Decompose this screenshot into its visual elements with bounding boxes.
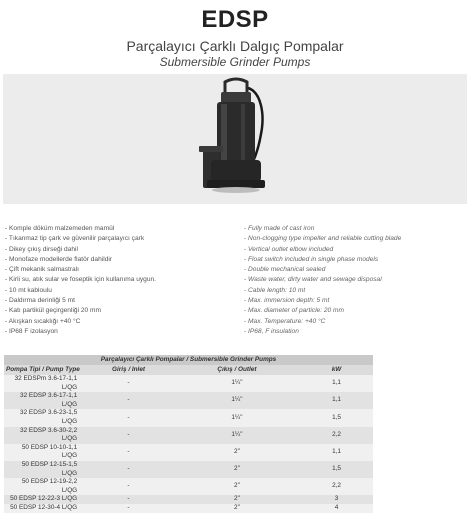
cell-pump-type: 50 EDSP 12-15-1,5 L/QG — [4, 461, 83, 478]
page-title: EDSP — [201, 6, 269, 33]
cell-kw: 1,1 — [300, 392, 373, 409]
feature-item: - Dikey çıkış dirseği dahil — [5, 245, 235, 255]
table-row — [4, 504, 373, 513]
feature-item: - Waste water, dirty water and sewage disposal — [244, 275, 469, 285]
cell-outlet: 1¼" — [174, 427, 300, 444]
feature-item: - Fully made of cast iron — [244, 224, 469, 234]
subtitle-english: Submersible Grinder Pumps — [159, 55, 311, 69]
column-header-inlet: Giriş / Inlet — [83, 365, 174, 375]
cell-inlet: - — [83, 409, 174, 426]
column-header-kw: kW — [300, 365, 373, 375]
cell-pump-type: 32 EDSP 3.6-30-2,2 L/QG — [4, 427, 83, 444]
cell-outlet: 2" — [174, 495, 300, 504]
cell-outlet: 1¼" — [174, 375, 300, 392]
feature-item: - Cable length: 10 mt — [244, 286, 469, 296]
cell-pump-type: 50 EDSP 10-10-1,1 L/QG — [4, 444, 83, 461]
cell-pump-type: 32 EDSP 3.6-17-1,1 L/QG — [4, 392, 83, 409]
cell-kw: 3 — [300, 495, 373, 504]
cell-outlet: 2" — [174, 504, 300, 513]
cell-kw: 2,2 — [300, 427, 373, 444]
feature-item: - Non-clogging type impeller and reliable cutting blade — [244, 234, 469, 244]
cell-outlet: 2" — [174, 444, 300, 461]
feature-item: - Komple döküm malzemeden mamül — [5, 224, 235, 234]
cell-inlet: - — [83, 392, 174, 409]
cell-outlet: 2" — [174, 461, 300, 478]
feature-item: - Monofaze modellerde flatör dahildir — [5, 255, 235, 265]
feature-item: - Kirli su, atık sular ve foseptik için kullanıma uygun. — [5, 275, 235, 285]
feature-item: - Vertical outlet elbow included — [244, 245, 469, 255]
cell-inlet: - — [83, 375, 174, 392]
cell-inlet: - — [83, 461, 174, 478]
cell-kw: 1,5 — [300, 409, 373, 426]
feature-item: - Tıkanmaz tip çark ve güvenilir parçalayıcı çark — [5, 234, 235, 244]
feature-item: - Çift mekanik salmastralı — [5, 265, 235, 275]
cell-kw: 1,1 — [300, 444, 373, 461]
features-turkish-list — [5, 224, 235, 337]
cell-inlet: - — [83, 495, 174, 504]
cell-pump-type: 50 EDSP 12-30-4 L/QG — [4, 504, 83, 513]
cell-pump-type: 32 EDSP 3.6-23-1,5 L/QG — [4, 409, 83, 426]
cell-outlet: 1¼" — [174, 409, 300, 426]
table-row — [4, 375, 373, 392]
cell-kw: 1,5 — [300, 461, 373, 478]
table-row — [4, 461, 373, 478]
feature-item: - IP68 F izolasyon — [5, 327, 235, 337]
column-header-outlet: Çıkış / Outlet — [174, 365, 300, 375]
feature-item: - Akışkan sıcaklığı +40 °C — [5, 317, 235, 327]
table-row — [4, 478, 373, 495]
feature-item: - Float switch included in single phase models — [244, 255, 469, 265]
cell-pump-type: 32 EDSPm 3.6-17-1,1 L/QG — [4, 375, 83, 392]
cell-pump-type: 50 EDSP 12-22-3 L/QG — [4, 495, 83, 504]
feature-item: - Max. immersion depth: 5 mt — [244, 296, 469, 306]
table-caption: Parçalayıcı Çarklı Pompalar / Submersible Grinder Pumps — [4, 355, 373, 365]
feature-item: - Katı partikül geçirgenliği 20 mm — [5, 306, 235, 316]
feature-item: - IP68, F insulation — [244, 327, 469, 337]
table-row — [4, 495, 373, 504]
cell-kw: 4 — [300, 504, 373, 513]
cell-inlet: - — [83, 427, 174, 444]
table-row — [4, 444, 373, 461]
features-english-list — [244, 224, 469, 337]
cell-outlet: 1¼" — [174, 392, 300, 409]
table-row — [4, 427, 373, 444]
grinder-pump-image — [3, 74, 467, 204]
cell-kw: 1,1 — [300, 375, 373, 392]
cell-inlet: - — [83, 444, 174, 461]
feature-item: - Daldırma derinliği 5 mt — [5, 296, 235, 306]
subtitle-turkish: Parçalayıcı Çarklı Dalgıç Pompalar — [126, 38, 344, 54]
pump-spec-table — [4, 355, 373, 513]
feature-item: - Max. Temperature: +40 °C — [244, 317, 469, 327]
pump-photo — [3, 74, 467, 204]
cell-pump-type: 50 EDSP 12-19-2,2 L/QG — [4, 478, 83, 495]
cell-outlet: 2" — [174, 478, 300, 495]
table-row — [4, 409, 373, 426]
cell-inlet: - — [83, 478, 174, 495]
feature-item: - Double mechanical sealed — [244, 265, 469, 275]
table-row — [4, 392, 373, 409]
cell-kw: 2,2 — [300, 478, 373, 495]
feature-item: - Max. diameter of particle: 20 mm — [244, 306, 469, 316]
cell-inlet: - — [83, 504, 174, 513]
column-header-pump-type: Pompa Tipi / Pump Type — [4, 365, 83, 375]
feature-item: - 10 mt kabloulu — [5, 286, 235, 296]
